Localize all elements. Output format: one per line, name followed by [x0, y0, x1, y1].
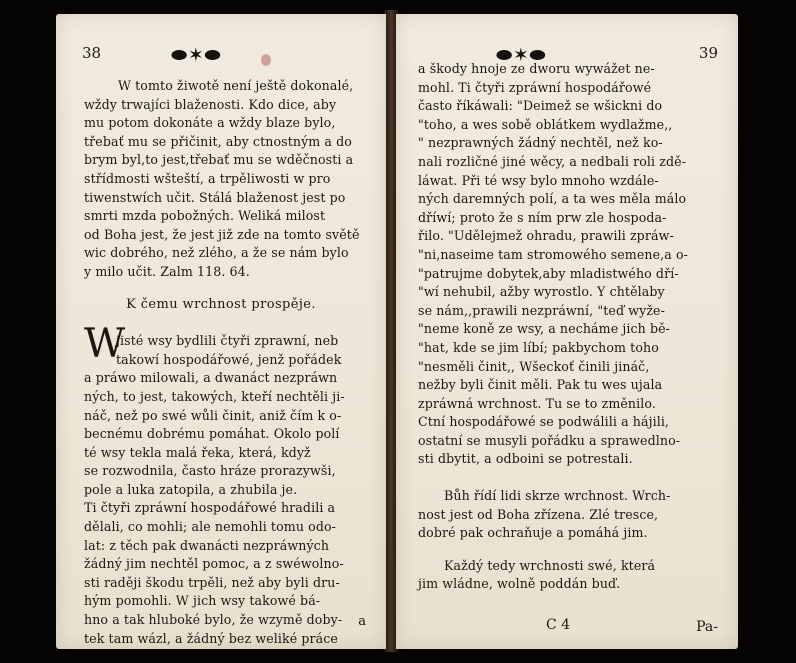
- text-line: často říkáwali: "Deimež se wšickni do: [418, 98, 663, 114]
- text-line: pole a luka zatopila, a zhubila je.: [84, 481, 298, 497]
- text-line: W tomto žiwotě není ještě dokonalé,: [118, 78, 354, 93]
- page-number: 38: [82, 44, 102, 62]
- paragraph-gap: [396, 543, 738, 557]
- text-line: té wsy tekla malá řeka, která, když: [84, 444, 311, 460]
- text-line: láwat. Při té wsy bylo mnoho wzdále-: [418, 172, 659, 188]
- text-line: takowí hospodářowé, jenž pořádek: [116, 351, 342, 367]
- text-line: becnému dobrému pomáhat. Okolo polí: [84, 426, 340, 442]
- text-line: "nesměli činit,, Wšeckoť činili jináč,: [418, 358, 650, 374]
- text-line: tiwenstwích učit. Stálá blaženost jest po: [84, 189, 346, 205]
- ornament-icon: ⬬✶⬬: [171, 44, 223, 66]
- text-line: hým pomohli. W jich wsy takowé bá-: [84, 593, 321, 609]
- text-line: se nám,,prawili nezpráwní, "teď wyže-: [418, 302, 665, 318]
- right-text-block: [396, 60, 738, 594]
- text-line: Každý tedy wrchnosti swé, která: [444, 557, 656, 573]
- text-line: třebať mu se přičinit, aby ctnostným a do: [84, 133, 352, 149]
- text-line: dobré pak ochraňuje a pomáhá jim.: [418, 525, 648, 541]
- text-line: nali rozličné jiné wěcy, a nedbali roli zdě-: [418, 153, 687, 169]
- text-line: nežby byli činit měli. Pak tu wes ujala: [418, 377, 663, 393]
- text-line: ných daremných polí, a ta wes měla málo: [418, 191, 687, 207]
- text-line: ostatní se musyli pořádku a sprawedlno-: [418, 432, 681, 448]
- text-line: ných, to jest, takowých, kteří nechtěli ji-: [84, 388, 345, 404]
- text-line: sti dbytit, a odboini se potrestali.: [418, 451, 633, 467]
- catchword: Pa-: [696, 619, 718, 635]
- page-number: 39: [698, 44, 718, 62]
- text-line: jisté wsy bydlili čtyři zprawní, neb: [116, 333, 339, 349]
- right-page: [396, 14, 738, 649]
- text-line: smrti mzda pobožných. Weliká milost: [84, 208, 326, 224]
- text-line: "wí nehubil, ažby wyrostlo. Y chtělaby: [418, 284, 665, 300]
- text-line: zpráwná wrchnost. Tu se to změnilo.: [418, 395, 656, 411]
- section-heading: K čemu wrchnost prospěje.: [126, 296, 316, 312]
- text-line: Ctní hospodářowé se podwálili a hájili,: [418, 414, 670, 430]
- text-line: a škody hnoje ze dworu wywážet ne-: [418, 61, 655, 76]
- text-line: žádný jim nechtěl pomoc, a z swéwolno-: [84, 556, 344, 572]
- ornament-icon: ⬬✶⬬: [496, 44, 548, 66]
- text-line: jim wládne, wolně poddán buď.: [418, 576, 621, 592]
- text-line: dělali, co mohli; ale nemohli tomu odo-: [84, 519, 337, 535]
- text-line: wic dobrého, než zlého, a že se nám bylo: [84, 245, 349, 261]
- text-line: Bůh řídí lidi skrze wrchnost. Wrch-: [444, 488, 671, 504]
- paragraph-gap: [56, 282, 386, 296]
- catchword: a: [358, 614, 366, 629]
- text-line: mohl. Ti čtyři zpráwní hospodářowé: [418, 79, 652, 95]
- paragraph-gap: [396, 469, 738, 487]
- text-line: se rozwodnila, často hráze prorazywši,: [84, 463, 336, 479]
- text-line: "ni,naseime tam stromowého semene,a o-: [418, 246, 689, 262]
- text-line: "neme koně ze wsy, a necháme jich bě-: [418, 321, 671, 337]
- text-line: náč, než po swé wůli činit, aniž čím k o-: [84, 407, 342, 423]
- left-page: [56, 14, 386, 649]
- text-line: "patrujme dobytek,aby mladistwého dří-: [418, 265, 679, 281]
- text-line: Ti čtyři zpráwní hospodářowé hradili a: [84, 500, 336, 516]
- text-line: "toho, a wes sobě oblátkem wydlažme,,: [418, 116, 673, 132]
- text-line: y milo učit. Zalm 118. 64.: [84, 263, 250, 279]
- text-line: wždy trwajíci blaženosti. Kdo dice, aby: [84, 96, 337, 112]
- text-line: lat: z těch pak dwanácti nezpráwných: [84, 537, 330, 553]
- text-line: hno a tak hluboké bylo, že wzymě doby-: [84, 612, 343, 628]
- stain-mark: [261, 54, 271, 66]
- text-line: mu potom dokonáte a wždy blaze bylo,: [84, 115, 336, 131]
- text-line: " nezprawných žádný nechtěl, než ko-: [418, 135, 663, 151]
- text-line: brym byl,to jest,třebať mu se wděčnosti a: [84, 152, 354, 168]
- text-line: nost jest od Boha zřízena. Zlé tresce,: [418, 506, 659, 522]
- text-line: od Boha jest, že jest již zde na tomto světě: [84, 226, 360, 242]
- drop-cap: W: [84, 321, 126, 367]
- text-line: tek tam wázl, a žádný bez weliké práce: [84, 630, 338, 646]
- text-line: a práwo milowali, a dwanáct nezpráwn: [84, 370, 338, 386]
- text-line: střídmosti wšteští, a trpěliwosti w pro: [84, 170, 331, 186]
- text-line: dříwí; proto že s ním prw zle hospoda-: [418, 209, 667, 225]
- text-line: "hat, kde se jim líbí; pakbychom toho: [418, 339, 659, 355]
- text-line: řilo. "Udělejmež ohradu, prawili zpráw-: [418, 228, 674, 244]
- signature-mark: C 4: [546, 617, 571, 633]
- text-line: sti raději škodu trpěli, než aby byli dru-: [84, 574, 340, 590]
